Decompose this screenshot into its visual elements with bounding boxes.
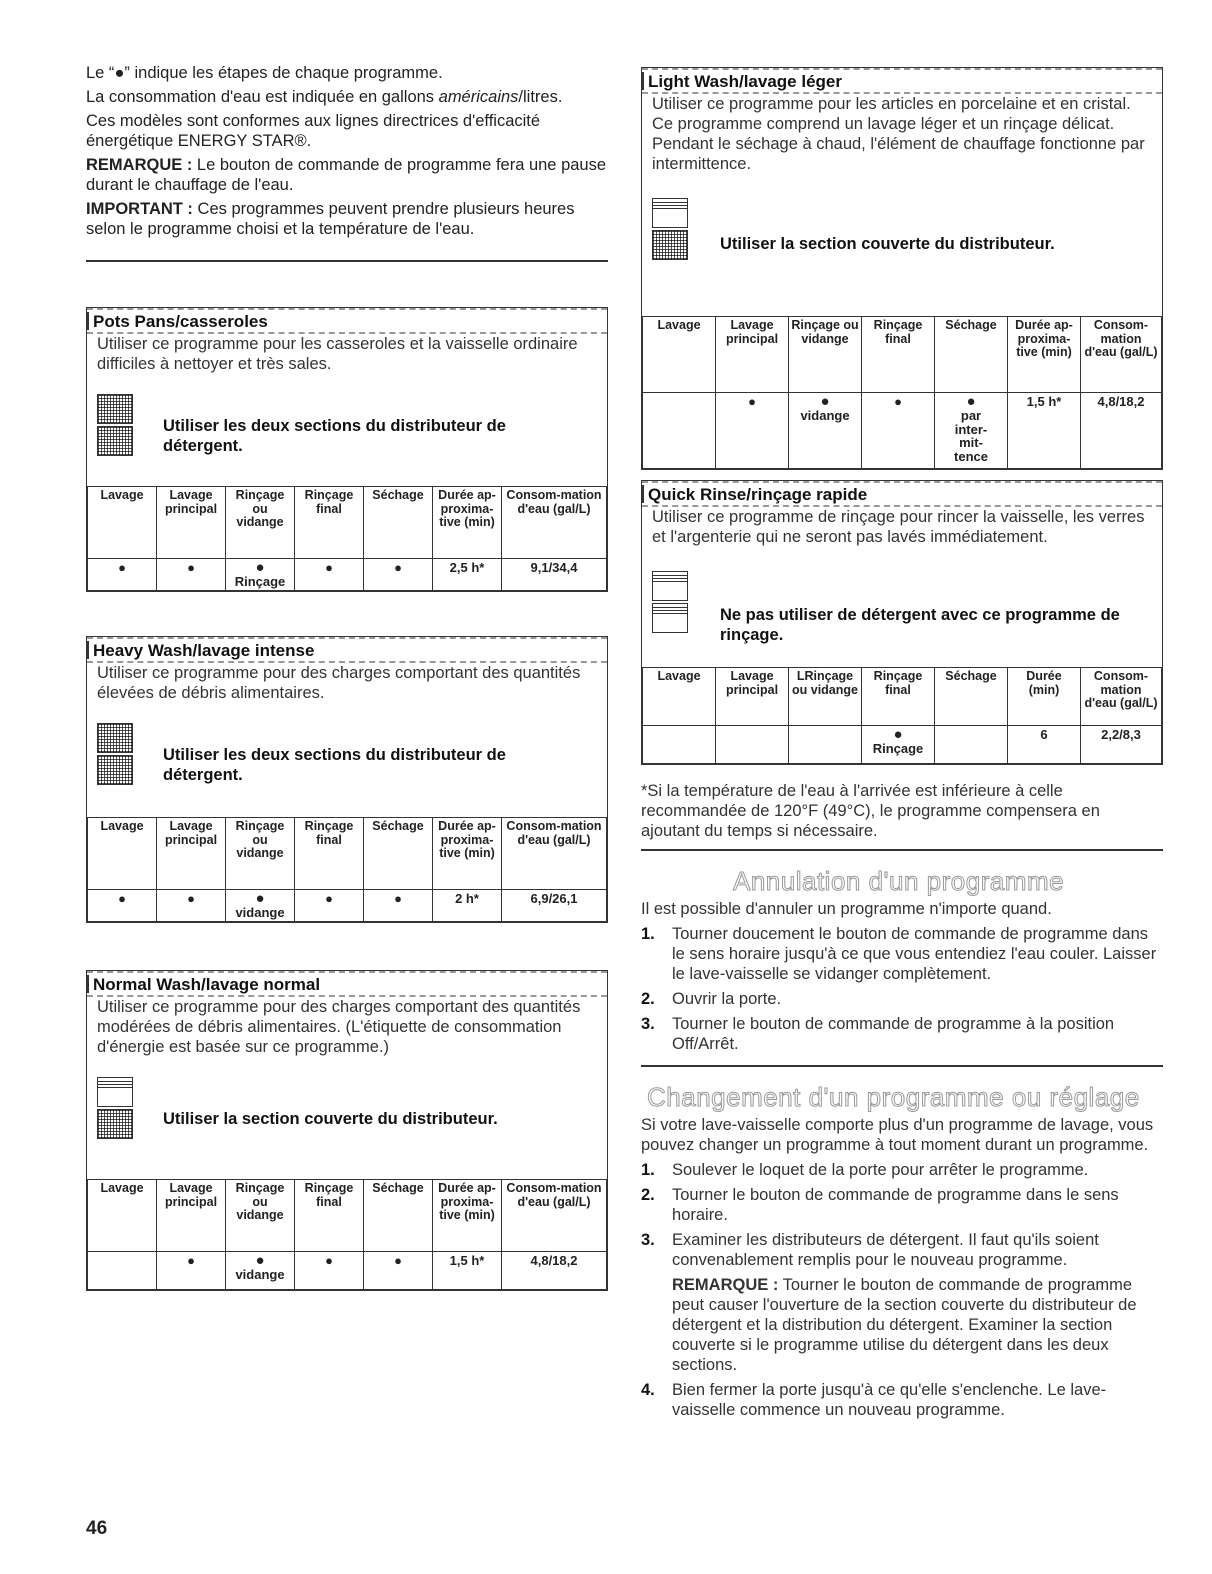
dispenser-text: Ne pas utiliser de détergent avec ce programme de rinçage. (720, 606, 1120, 644)
header-cell: Consom-mation d'eau (gal/L) (502, 1180, 607, 1252)
divider (641, 849, 1163, 851)
dispenser-covered-icon (652, 230, 688, 260)
intro-remarque: REMARQUE : Le bouton de commande de programme fera une pause durant le chauffage de l'eau. (86, 156, 607, 194)
cycle-title: Normal Wash/lavage normal (87, 971, 607, 997)
cycle-description: Utiliser ce programme pour les articles en porcelaine et en cristal. Ce programme comprend un lavage léger et un rinçage délicat. Pendant le séchage à chaud, l'élément de chauffage fonctionne par intermittence. (652, 95, 1145, 173)
cell: 6,9/26,1 (502, 890, 607, 922)
header-cell: Rinçage final (862, 668, 935, 726)
table-row (88, 890, 607, 922)
cell: ● (716, 393, 789, 469)
cell: ● vidange (789, 393, 862, 469)
dispenser-open-icon (97, 1077, 133, 1107)
change-note: REMARQUE : Tourner le bouton de commande de programme peut causer l'ouverture de la section couverte du distributeur de détergent et la distribution du détergent. Examiner la section couverte si le programme utilise du détergent dans les deux sections. (672, 1276, 1137, 1374)
dispenser-info (87, 723, 607, 817)
cell (716, 726, 789, 764)
cell (88, 1252, 157, 1290)
dispenser-open-icon (97, 723, 133, 753)
cycle-table (87, 486, 607, 591)
cell: 4,8/18,2 (502, 1252, 607, 1290)
header-cell: Consom-mation d'eau (gal/L) (1081, 317, 1162, 393)
cycle-title: Quick Rinse/rinçage rapide (642, 481, 1162, 507)
cell: ● Rinçage (226, 559, 295, 591)
cell: ● (364, 890, 433, 922)
table-row (88, 1252, 607, 1290)
cycle-pots (86, 307, 608, 592)
header-cell: Lavage principal (157, 818, 226, 890)
header-cell: Rinçage ou vidange (226, 1180, 295, 1252)
intro-legend: Le “●” indique les étapes de chaque programme. (86, 64, 443, 82)
table-header-row (643, 317, 1162, 393)
header-cell: Durée ap-proxima-tive (min) (433, 818, 502, 890)
table-header-row (88, 818, 607, 890)
list-item: 1. Soulever le loquet de la porte pour arrêter le programme. (641, 1161, 1089, 1179)
header-cell: Lavage principal (157, 1180, 226, 1252)
header-cell: Rinçage final (295, 487, 364, 559)
header-cell: Lavage principal (157, 487, 226, 559)
cell: 2,2/8,3 (1081, 726, 1162, 764)
cell: ● vidange (226, 1252, 295, 1290)
table-header-row (88, 487, 607, 559)
cell: ● (295, 890, 364, 922)
section-title-cancel: Annulation d'un programme (733, 866, 1065, 896)
cell: 1,5 h* (433, 1252, 502, 1290)
header-cell: Lavage (643, 668, 716, 726)
cell: 4,8/18,2 (1081, 393, 1162, 469)
cell (643, 393, 716, 469)
header-cell: Rinçage ou vidange (226, 818, 295, 890)
header-cell: Séchage (364, 1180, 433, 1252)
header-cell: Séchage (935, 668, 1008, 726)
cell: ● (295, 1252, 364, 1290)
header-cell: Séchage (935, 317, 1008, 393)
cell: 1,5 h* (1008, 393, 1081, 469)
dispenser-info (642, 198, 1162, 316)
list-item: 2. Ouvrir la porte. (641, 990, 782, 1008)
cell (935, 726, 1008, 764)
intro-water: La consommation d'eau est indiquée en gallons américains/litres. (86, 88, 563, 106)
list-item: 3. Tourner le bouton de commande de programme à la position Off/Arrêt. (641, 1015, 1115, 1053)
cycle-quick (641, 480, 1163, 765)
header-cell: Lavage principal (716, 317, 789, 393)
cell: ● (295, 559, 364, 591)
cell: ● (88, 559, 157, 591)
cycle-table (87, 1179, 607, 1290)
header-cell: Lavage (88, 1180, 157, 1252)
cell: ● Rinçage (862, 726, 935, 764)
cell: 2 h* (433, 890, 502, 922)
header-cell: Lavage (643, 317, 716, 393)
header-cell: Consom-mation d'eau (gal/L) (502, 818, 607, 890)
cell: ● (862, 393, 935, 469)
intro-important: IMPORTANT : Ces programmes peuvent prendre plusieurs heures selon le programme choisi et la température de l'eau. (86, 200, 575, 238)
table-header-row (643, 668, 1162, 726)
cycle-description: Utiliser ce programme pour des charges comportant des quantités modérées de débris alimentaires. (L'étiquette de consommation d'énergie est basée sur ce programme.) (97, 998, 581, 1056)
intro-text (86, 63, 608, 243)
dispenser-open-icon (97, 394, 133, 424)
page-number: 46 (86, 1518, 108, 1539)
cell: 9,1/34,4 (502, 559, 607, 591)
cell: ● (157, 1252, 226, 1290)
header-cell: Lavage principal (716, 668, 789, 726)
intro-energy: Ces modèles sont conformes aux lignes directrices d'efficacité énergétique ENERGY STAR®. (86, 112, 541, 150)
change-steps (641, 1160, 1163, 1420)
header-cell: Rinçage final (295, 818, 364, 890)
dispenser-text: Utiliser la section couverte du distributeur. (163, 1110, 498, 1128)
cell: 2,5 h* (433, 559, 502, 591)
section-title-change: Changement d'un programme ou réglage (647, 1082, 1140, 1112)
cycle-light (641, 67, 1163, 470)
cycle-title: Pots Pans/casseroles (87, 308, 607, 334)
dispenser-open-icon (652, 198, 688, 228)
cycle-heavy (86, 636, 608, 923)
header-cell: Consom-mation d'eau (gal/L) (502, 487, 607, 559)
header-cell: Durée (min) (1008, 668, 1081, 726)
list-item: 3. Examiner les distributeurs de détergent. Il faut qu'ils soient convenablement remplis pour le nouveau programme. REMARQUE : Tourner le bouton de commande de programme peut causer l'ouverture de la section couverte du distributeur de détergent et la distribution du détergent. Examiner la section couverte si le programme utilise du détergent dans les deux sections. (641, 1230, 1163, 1375)
header-cell: Consom-mation d'eau (gal/L) (1081, 668, 1162, 726)
dispenser-info (642, 567, 1162, 667)
dispenser-info (87, 394, 607, 486)
cycle-table (642, 316, 1162, 469)
header-cell: Séchage (364, 818, 433, 890)
header-cell: Durée ap-proxima-tive (min) (433, 487, 502, 559)
list-item: 2. Tourner le bouton de commande de programme dans le sens horaire. (641, 1186, 1119, 1224)
dispenser-info (87, 1077, 607, 1179)
dispenser-covered-icon (97, 1109, 133, 1139)
cell: ● vidange (226, 890, 295, 922)
cell: ● (157, 559, 226, 591)
change-intro: Si votre lave-vaisselle comporte plus d'un programme de lavage, vous pouvez changer un programme à tout moment durant un programme. (641, 1116, 1154, 1154)
dispenser-text: Utiliser les deux sections du distributeur de détergent. (163, 746, 506, 784)
change-section (641, 1115, 1163, 1420)
cycle-table (642, 667, 1162, 764)
cell: ● (157, 890, 226, 922)
cycle-table (87, 817, 607, 922)
table-row (643, 726, 1162, 764)
cancel-section (641, 899, 1163, 1054)
header-cell: Rinçage final (862, 317, 935, 393)
cell (643, 726, 716, 764)
cell: ● (364, 1252, 433, 1290)
cell: ● par inter-mit-tence (935, 393, 1008, 469)
cycle-normal (86, 970, 608, 1291)
cell (789, 726, 862, 764)
divider (641, 1065, 1163, 1067)
header-cell: Rinçage ou vidange (789, 317, 862, 393)
divider (86, 260, 608, 262)
table-row (643, 393, 1162, 469)
table-row (88, 559, 607, 591)
cycle-title: Light Wash/lavage léger (642, 68, 1162, 94)
header-cell: Durée ap-proxima-tive (min) (433, 1180, 502, 1252)
dispenser-text: Utiliser la section couverte du distributeur. (720, 235, 1055, 253)
header-cell: Durée ap-proxima-tive (min) (1008, 317, 1081, 393)
cell: 6 (1008, 726, 1081, 764)
list-item: 1. Tourner doucement le bouton de commande de programme dans le sens horaire jusqu'à ce que vous entendiez l'eau couler. Laisser le lave-vaisselle se vidanger complètement. (641, 925, 1157, 983)
cycle-description: Utiliser ce programme de rinçage pour rincer la vaisselle, les verres et l'argenterie qui ne seront pas lavés immédiatement. (652, 508, 1145, 546)
dispenser-text: Utiliser les deux sections du distributeur de détergent. (163, 417, 506, 455)
dispenser-covered-icon (97, 755, 133, 785)
dispenser-covered-icon (652, 603, 688, 633)
header-cell: Séchage (364, 487, 433, 559)
header-cell: Lavage (88, 487, 157, 559)
header-cell: Rinçage ou vidange (226, 487, 295, 559)
dispenser-open-icon (652, 571, 688, 601)
cell: ● (364, 559, 433, 591)
list-item: 4. Bien fermer la porte jusqu'à ce qu'elle s'enclenche. Le lave-vaisselle commence un nouveau programme. (641, 1381, 1107, 1419)
dispenser-covered-icon (97, 426, 133, 456)
cycle-description: Utiliser ce programme pour des charges comportant des quantités élevées de débris alimentaires. (97, 664, 581, 702)
cycle-description: Utiliser ce programme pour les casseroles et la vaisselle ordinaire difficiles à nettoyer et très sales. (97, 335, 578, 373)
header-cell: LRinçage ou vidange (789, 668, 862, 726)
header-cell: Rinçage final (295, 1180, 364, 1252)
table-header-row (88, 1180, 607, 1252)
cancel-intro: Il est possible d'annuler un programme n'importe quand. (641, 900, 1052, 918)
cell: ● (88, 890, 157, 922)
header-cell: Lavage (88, 818, 157, 890)
cancel-steps (641, 924, 1163, 1054)
cycle-title: Heavy Wash/lavage intense (87, 637, 607, 663)
footnote: *Si la température de l'eau à l'arrivée est inférieure à celle recommandée de 120°F (49°C), le programme compensera en ajoutant du temps si nécessaire. (641, 782, 1100, 840)
